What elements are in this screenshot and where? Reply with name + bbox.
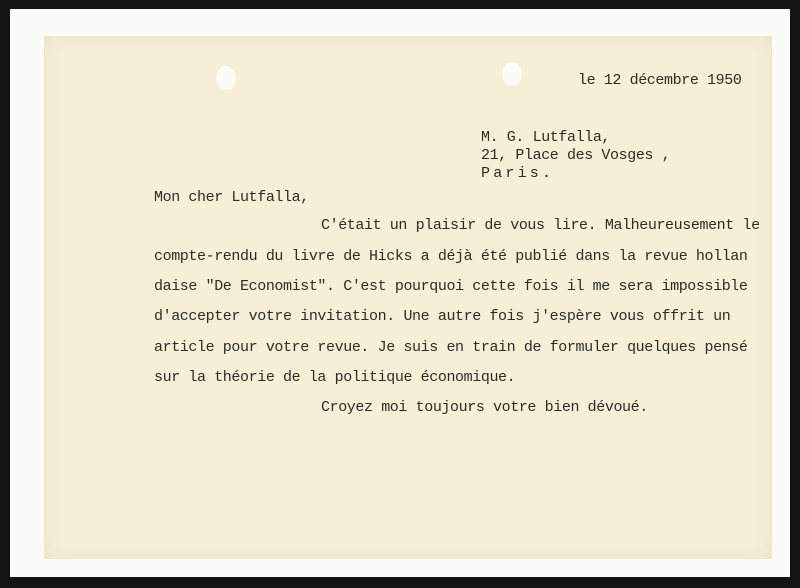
body-line-4: d'accepter votre invitation. Une autre fois j'espère vous offrit un xyxy=(154,308,731,325)
body-line-3: daise "De Economist". C'est pourquoi cette fois il me sera impossible xyxy=(154,278,748,295)
letter-date: le 12 décembre 1950 xyxy=(578,72,742,89)
body-line-6: sur la théorie de la politique économique. xyxy=(154,369,516,386)
body-line-1: C'était un plaisir de vous lire. Malheureusement le xyxy=(321,217,760,234)
body-line-5: article pour votre revue. Je suis en train de formuler quelques pensé xyxy=(154,339,748,356)
letter-sheet xyxy=(44,36,772,559)
photo-mount xyxy=(10,9,790,577)
punch-hole-left xyxy=(216,66,236,90)
recipient-name: M. G. Lutfalla, xyxy=(481,129,611,146)
closing-line: Croyez moi toujours votre bien dévoué. xyxy=(321,399,648,416)
punch-hole-right xyxy=(502,62,522,86)
salutation: Mon cher Lutfalla, xyxy=(154,189,309,206)
recipient-city: Paris. xyxy=(481,165,555,182)
recipient-street: 21, Place des Vosges , xyxy=(481,147,671,164)
body-line-2: compte-rendu du livre de Hicks a déjà été publié dans la revue hollan xyxy=(154,248,748,265)
